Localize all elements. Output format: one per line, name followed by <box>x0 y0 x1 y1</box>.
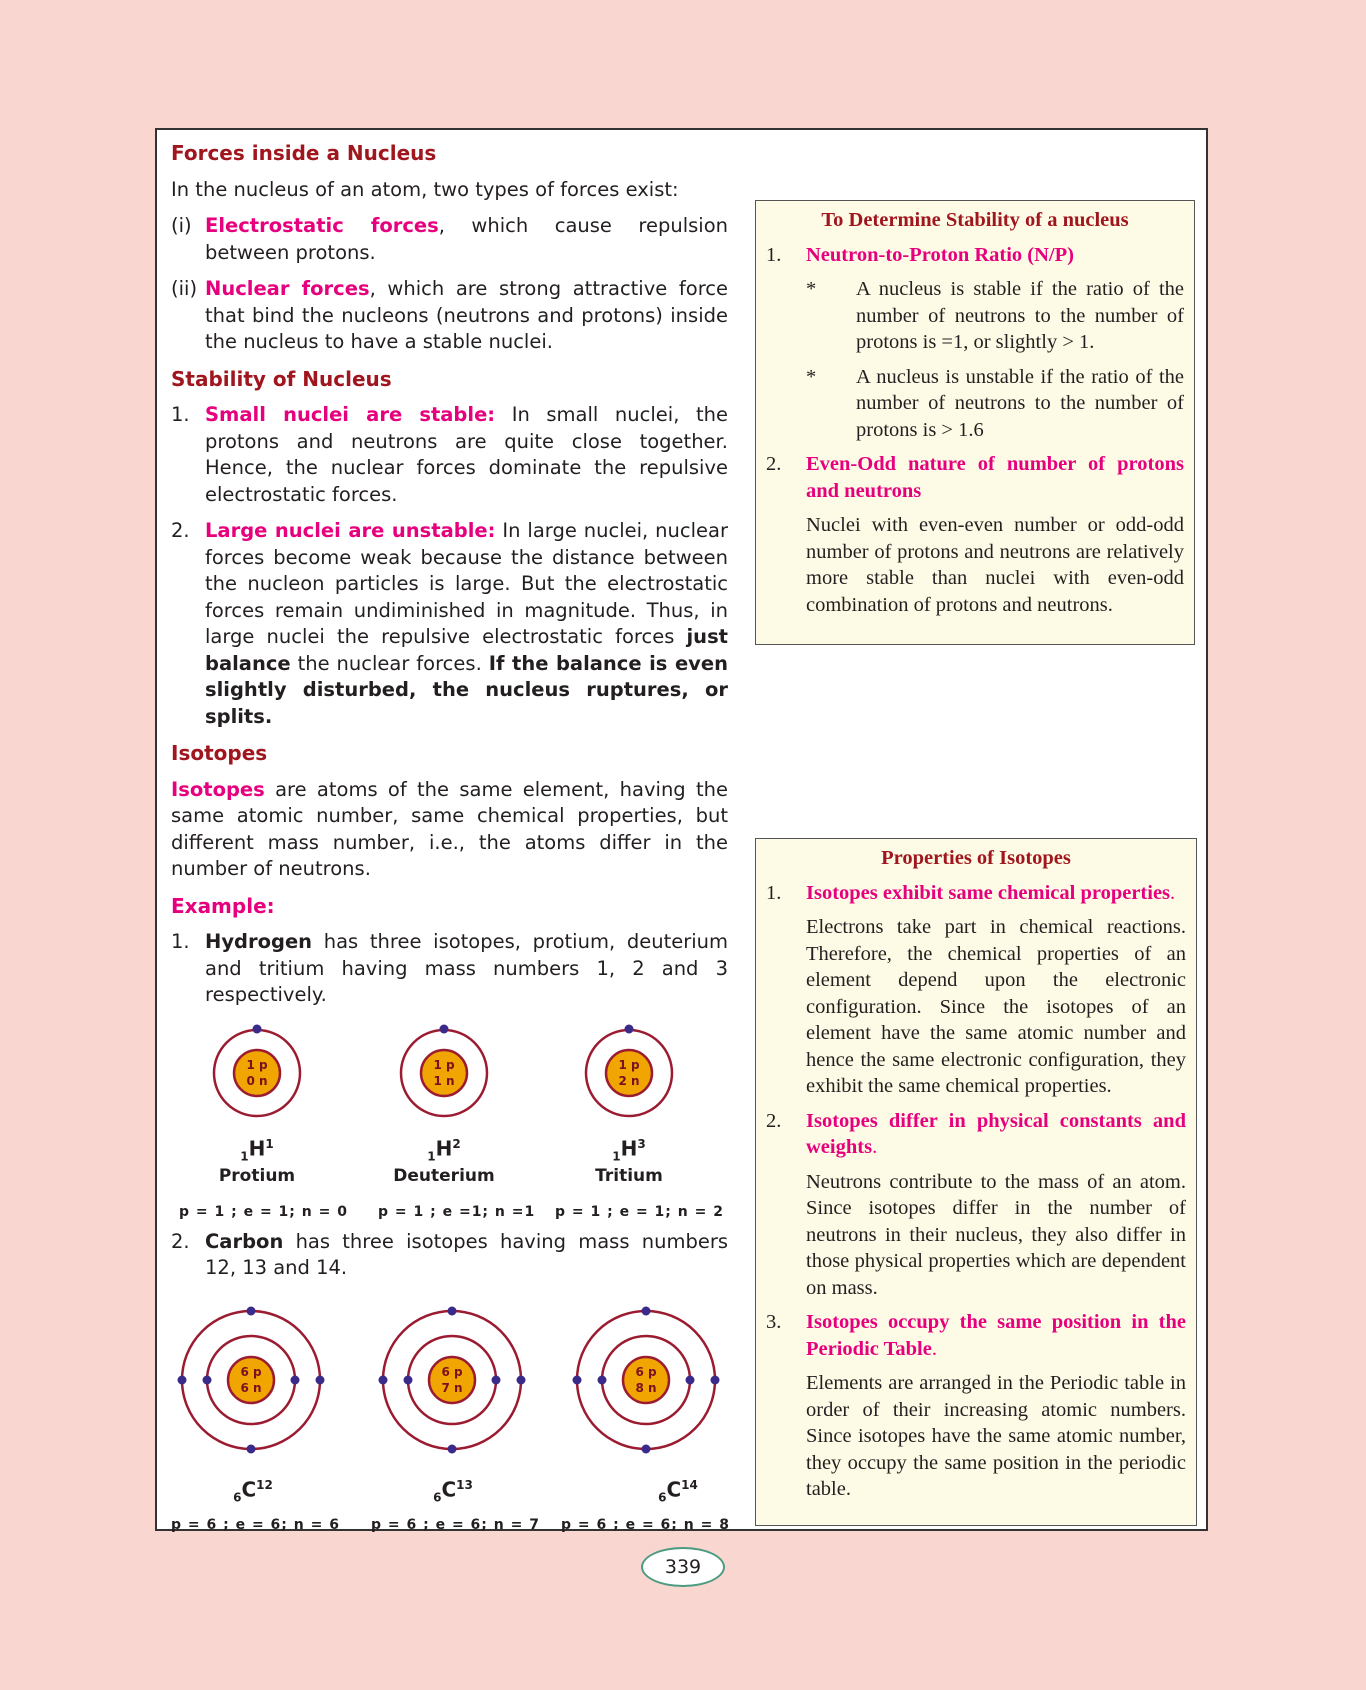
deuterium-atom-diagram <box>394 1023 494 1123</box>
item-number: 2. <box>171 1229 190 1253</box>
nucleus <box>429 1357 475 1403</box>
nucleus-protons: 1 p <box>433 1057 455 1072</box>
item-number: 2. <box>171 519 190 542</box>
element-symbol: C <box>241 1477 257 1502</box>
electron <box>291 1375 300 1384</box>
asterisk-bullet: * <box>806 278 817 300</box>
electron <box>316 1375 325 1384</box>
mass-number: 3 <box>637 1136 646 1151</box>
nucleus-neutrons: 2 n <box>618 1073 640 1088</box>
bold-text: Carbon <box>205 1229 284 1253</box>
protium-atom-diagram <box>207 1023 307 1123</box>
electron <box>440 1024 449 1033</box>
term: Isotopes <box>171 777 265 801</box>
example-heading: Example: <box>171 893 275 918</box>
atomic-number: 6 <box>658 1490 667 1505</box>
carbon-13-symbol <box>403 1472 503 1511</box>
element-symbol: C <box>666 1477 682 1502</box>
electron <box>625 1024 634 1033</box>
electron <box>247 1306 256 1315</box>
term: Nuclear forces <box>205 277 370 300</box>
mass-number: 13 <box>456 1477 473 1492</box>
stability-item <box>171 518 728 730</box>
item-text: , which cause repulsion between protons. <box>205 214 728 264</box>
deuterium-label: Deuterium <box>393 1165 495 1186</box>
atomic-number: 6 <box>433 1490 442 1505</box>
asterisk-bullet: * <box>806 365 817 388</box>
item-number: 3. <box>766 1311 782 1333</box>
item-text: has three isotopes having mass numbers 12, 13 and 14. <box>205 1229 728 1279</box>
atomic-number: 1 <box>612 1149 621 1164</box>
item-number: 1. <box>766 243 782 266</box>
mass-number: 14 <box>681 1477 698 1492</box>
title-period: . <box>1170 881 1176 904</box>
electron <box>642 1444 651 1453</box>
item-paragraph: Electrons take part in chemical reactions. Therefore, the chemical properties of an element depend upon the electronic configuration. Since the isotopes of an element have the same atomic number and hence the same electronic configuration, they exhibit the same chemical properties. <box>806 916 1186 1097</box>
carbon-12-atom-diagram <box>171 1300 331 1460</box>
term: Electrostatic forces <box>205 214 439 237</box>
item-title: Neutron-to-Proton Ratio (N/P) <box>806 243 1074 266</box>
box-item <box>766 242 1184 269</box>
nucleus <box>228 1357 274 1403</box>
page-number: 339 <box>641 1547 725 1587</box>
force-item <box>171 213 728 266</box>
title-period: . <box>931 1337 937 1360</box>
force-item <box>171 276 728 356</box>
electron <box>573 1375 582 1384</box>
carbon-14-symbol <box>628 1472 728 1511</box>
electron <box>711 1375 720 1384</box>
term: Small nuclei are stable: <box>205 403 496 426</box>
item-paragraph: Neutrons contribute to the mass of an atom. Since isotopes differ in the number of neutrons in their nucleus, they also differ in those physical properties which are dependent on mass. <box>806 1170 1186 1299</box>
electron <box>178 1375 187 1384</box>
star-text: A nucleus is unstable if the ratio of the number of neutrons to the number of protons is > 1.6 <box>856 365 1184 441</box>
box-item <box>766 451 1184 504</box>
electron <box>598 1375 607 1384</box>
item-text: In large nuclei, nuclear forces become weak because the distance between the nucleon particles is large. But the electrostatic forces remain undiminished in magnitude. Thus, in large nuclei the repulsive electrostatic forces <box>205 519 728 648</box>
bold-text: Hydrogen <box>205 930 313 953</box>
protium-pen: p = 1 ; e = 1; n = 0 <box>179 1203 348 1220</box>
item-text: the nuclear forces. <box>290 651 489 675</box>
tritium-pen: p = 1 ; e = 1; n = 2 <box>555 1203 724 1220</box>
element-symbol: H <box>248 1136 266 1161</box>
item-number: 1. <box>171 403 190 426</box>
nucleus-protons: 1 p <box>618 1057 640 1072</box>
mass-number: 1 <box>265 1136 274 1151</box>
item-number: (ii) <box>171 277 198 300</box>
left-column <box>171 140 728 1550</box>
mass-number: 2 <box>452 1136 461 1151</box>
item-title: Isotopes occupy the same position in the Periodic Table <box>806 1311 1186 1360</box>
box-item <box>766 880 1186 907</box>
isotopes-heading: Isotopes <box>171 741 268 765</box>
bold-text: just balance <box>205 625 728 675</box>
tritium-atom-diagram <box>579 1023 679 1123</box>
electron <box>379 1375 388 1384</box>
forces-heading: Forces inside a Nucleus <box>171 141 437 165</box>
box-item <box>766 1309 1186 1362</box>
example-item <box>171 1229 728 1282</box>
protium-label: Protium <box>218 1165 296 1186</box>
mass-number: 12 <box>256 1477 273 1492</box>
electron <box>253 1024 262 1033</box>
star-item <box>806 276 1184 356</box>
nucleus-neutrons: 7 n <box>441 1380 463 1395</box>
item-number: 2. <box>766 1109 782 1132</box>
electron <box>404 1375 413 1384</box>
item-number: (i) <box>171 214 192 237</box>
electron <box>642 1306 651 1315</box>
electron <box>517 1375 526 1384</box>
element-symbol: H <box>435 1136 453 1161</box>
box-item <box>766 1108 1186 1161</box>
electron <box>686 1375 695 1384</box>
page-frame <box>155 128 1208 1531</box>
nucleus-protons: 6 p <box>441 1364 463 1379</box>
carbon-14-atom-diagram <box>566 1300 726 1460</box>
carbon-13-pen: p = 6 ; e = 6; n = 7 <box>371 1516 540 1533</box>
item-title: Even-Odd nature of number of protons and neutrons <box>806 453 1184 502</box>
electron <box>247 1444 256 1453</box>
nucleus-neutrons: 8 n <box>635 1380 657 1395</box>
box-title: Properties of Isotopes <box>881 847 1071 869</box>
nucleus <box>234 1050 280 1096</box>
item-number: 1. <box>171 930 190 953</box>
star-item <box>806 364 1184 444</box>
nucleus <box>421 1050 467 1096</box>
item-title: Isotopes exhibit same chemical properties <box>806 881 1171 904</box>
item-paragraph: Nuclei with even-even number or odd-odd number of protons and neutrons are relatively more stable than nuclei with even-odd combination of protons and neutrons. <box>806 514 1184 616</box>
item-number: 2. <box>766 453 782 475</box>
stability-box <box>755 200 1195 645</box>
stability-heading: Stability of Nucleus <box>171 366 392 391</box>
deuterium-pen: p = 1 ; e =1; n =1 <box>378 1203 536 1220</box>
nucleus <box>606 1050 652 1096</box>
element-symbol: C <box>441 1477 457 1502</box>
nucleus-neutrons: 1 n <box>433 1073 455 1088</box>
electron <box>203 1375 212 1384</box>
bold-text: If the balance is even slightly disturbed, the nucleus ruptures, or splits. <box>205 651 728 728</box>
nucleus-protons: 6 p <box>240 1364 262 1379</box>
item-text: , which are strong attractive force that bind the nucleons (neutrons and protons) inside the nucleus to have a stable nuclei. <box>205 277 729 353</box>
term: Large nuclei are unstable: <box>205 519 496 542</box>
hydrogen-isotopes <box>171 1019 728 1229</box>
carbon-isotopes <box>171 1300 728 1550</box>
item-number: 1. <box>766 881 782 904</box>
atomic-number: 6 <box>233 1490 242 1505</box>
stability-item <box>171 402 728 508</box>
electron <box>448 1306 457 1315</box>
nucleus-neutrons: 6 n <box>240 1380 262 1395</box>
electron <box>492 1375 501 1384</box>
nucleus <box>623 1357 669 1403</box>
forces-intro: In the nucleus of an atom, two types of forces exist: <box>171 177 679 201</box>
star-text: A nucleus is stable if the ratio of the number of neutrons to the number of protons is =1, or slightly > 1. <box>856 278 1184 353</box>
title-period: . <box>872 1136 878 1158</box>
example-item <box>171 929 728 1009</box>
definition-text: are atoms of the same element, having the same atomic number, same chemical properties, but different mass number, i.e., the atoms differ in the number of neutrons. <box>171 777 728 880</box>
item-text: In small nuclei, the protons and neutrons are quite close together. Hence, the nuclear forces dominate the repulsive electrostatic forces. <box>205 403 728 506</box>
electron <box>448 1444 457 1453</box>
properties-box <box>755 838 1197 1526</box>
carbon-13-atom-diagram <box>372 1300 532 1460</box>
element-symbol: H <box>620 1136 638 1161</box>
carbon-12-pen: p = 6 ; e = 6; n = 6 <box>171 1516 340 1533</box>
carbon-12-symbol <box>203 1472 303 1511</box>
carbon-14-pen: p = 6 ; e = 6; n = 8 <box>561 1516 730 1533</box>
atomic-number: 1 <box>427 1149 436 1164</box>
item-title: Isotopes differ in physical constants and weights <box>806 1109 1186 1158</box>
tritium-label: Tritium <box>595 1165 663 1186</box>
box-title: To Determine Stability of a nucleus <box>821 209 1129 231</box>
nucleus-protons: 1 p <box>246 1057 268 1072</box>
nucleus-neutrons: 0 n <box>246 1073 268 1088</box>
nucleus-protons: 6 p <box>635 1364 657 1379</box>
atomic-number: 1 <box>240 1149 249 1164</box>
isotopes-definition <box>171 777 728 883</box>
item-paragraph: Elements are arranged in the Periodic table in order of their increasing atomic numbers. Since isotopes have the same atomic number, they occupy the same position in the periodic table. <box>806 1372 1186 1500</box>
item-text: has three isotopes, protium, deuterium and tritium having mass numbers 1, 2 and 3 respectively. <box>205 930 728 1006</box>
